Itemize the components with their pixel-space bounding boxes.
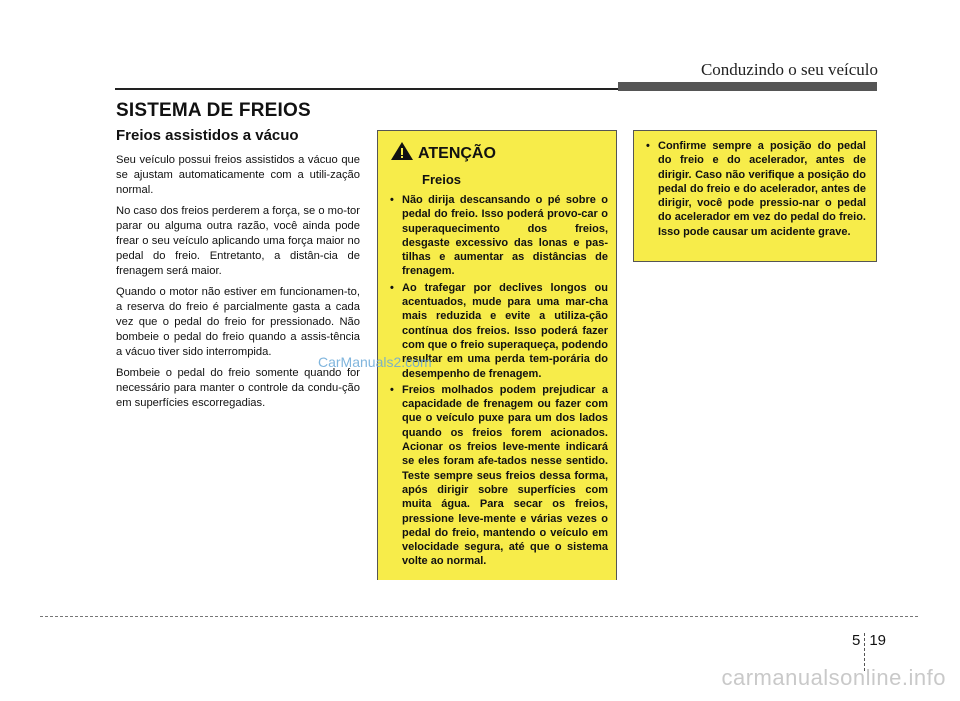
header-bar [618,82,877,91]
footer-dashed-rule [40,616,918,617]
paragraph: Seu veículo possui freios assistidos a vácuo que se ajustam automaticamente com a utili-zação normal. [116,154,360,197]
warning-triangle-icon [390,141,414,166]
watermark-large: carmanualsonline.info [721,665,946,690]
page-number [852,621,886,659]
paragraph: No caso dos freios perderem a força, se o mo-tor parar ou alguma outra razão, você ainda pode frear o seu veículo aplicando uma força maior no pedal do freio. Entretanto, a distân-cia de frenagem será maior. [116,204,360,278]
chapter-number: 5 [852,631,861,649]
warning-item: • Freios molhados podem prejudicar a capacidade de frenagem ou fazer com que o veículo puxe para um dos lados quando os freios forem acionados. Acionar os freios leve-mente indicará se eles foram afe-tados nesse sentido. Teste sempre seus freios dessa forma, após dirigir sobre superfícies com muita água. Para secar os freios, pressione leve-mente e várias vezes o pedal do freio, mantendo o veículo em velocidade segura, até que o sistema volte ao normal. [390,383,608,569]
warning-subtitle: Freios [422,172,462,187]
page-number-value: 19 [869,631,887,649]
side-note-box [633,130,877,262]
subheading: Freios assistidos a vácuo [116,127,299,144]
side-note-item: • Confirme sempre a posição do pedal do freio e do acelerador, antes de dirigir. Caso não verifique a posição do pedal do freio e do acelerador, antes de dirigir, você pode pressio-nar o pedal do acelerador em vez do pedal do freio. Isso pode causar um acidente grave. [646,139,866,239]
watermark-small: CarManuals2.com [318,354,432,370]
warning-header [390,141,608,166]
paragraph: Quando o motor não estiver em funcionamen-to, a reserva do freio é parcialmente gasta a cada vez que o pedal do freio for pressionado. Não bombeie o pedal do freio quando a assis-tência a vácuo tiver sido interrompida. [116,285,360,359]
side-note-list [646,139,866,239]
paragraph: Bombeie o pedal do freio somente quando for necessário para manter o controle da condu-ção em superfícies escorregadias. [116,366,360,410]
warning-item: • Não dirija descansando o pé sobre o pedal do freio. Isso poderá provo-car o superaquecimento dos freios, desgaste excessivo das lonas e pas-tilhas e aumentar as distâncias de frenagem. [390,193,608,279]
section-title: SISTEMA DE FREIOS [116,100,311,121]
warning-title: ATENÇÃO [418,144,496,162]
warning-item: • Ao trafegar por declives longos ou acentuados, mude para uma mar-cha mais reduzida e evite a utiliza-ção contínua dos freios. Isso poderá fazer com que o freio superaqueça, podendo resultar em uma perda tem-porária do desempenho de frenagem. [390,281,608,381]
running-header-title: Conduzindo o seu veículo [700,60,878,79]
header-rule [115,88,618,90]
left-column [116,125,360,416]
warning-list [390,193,608,569]
